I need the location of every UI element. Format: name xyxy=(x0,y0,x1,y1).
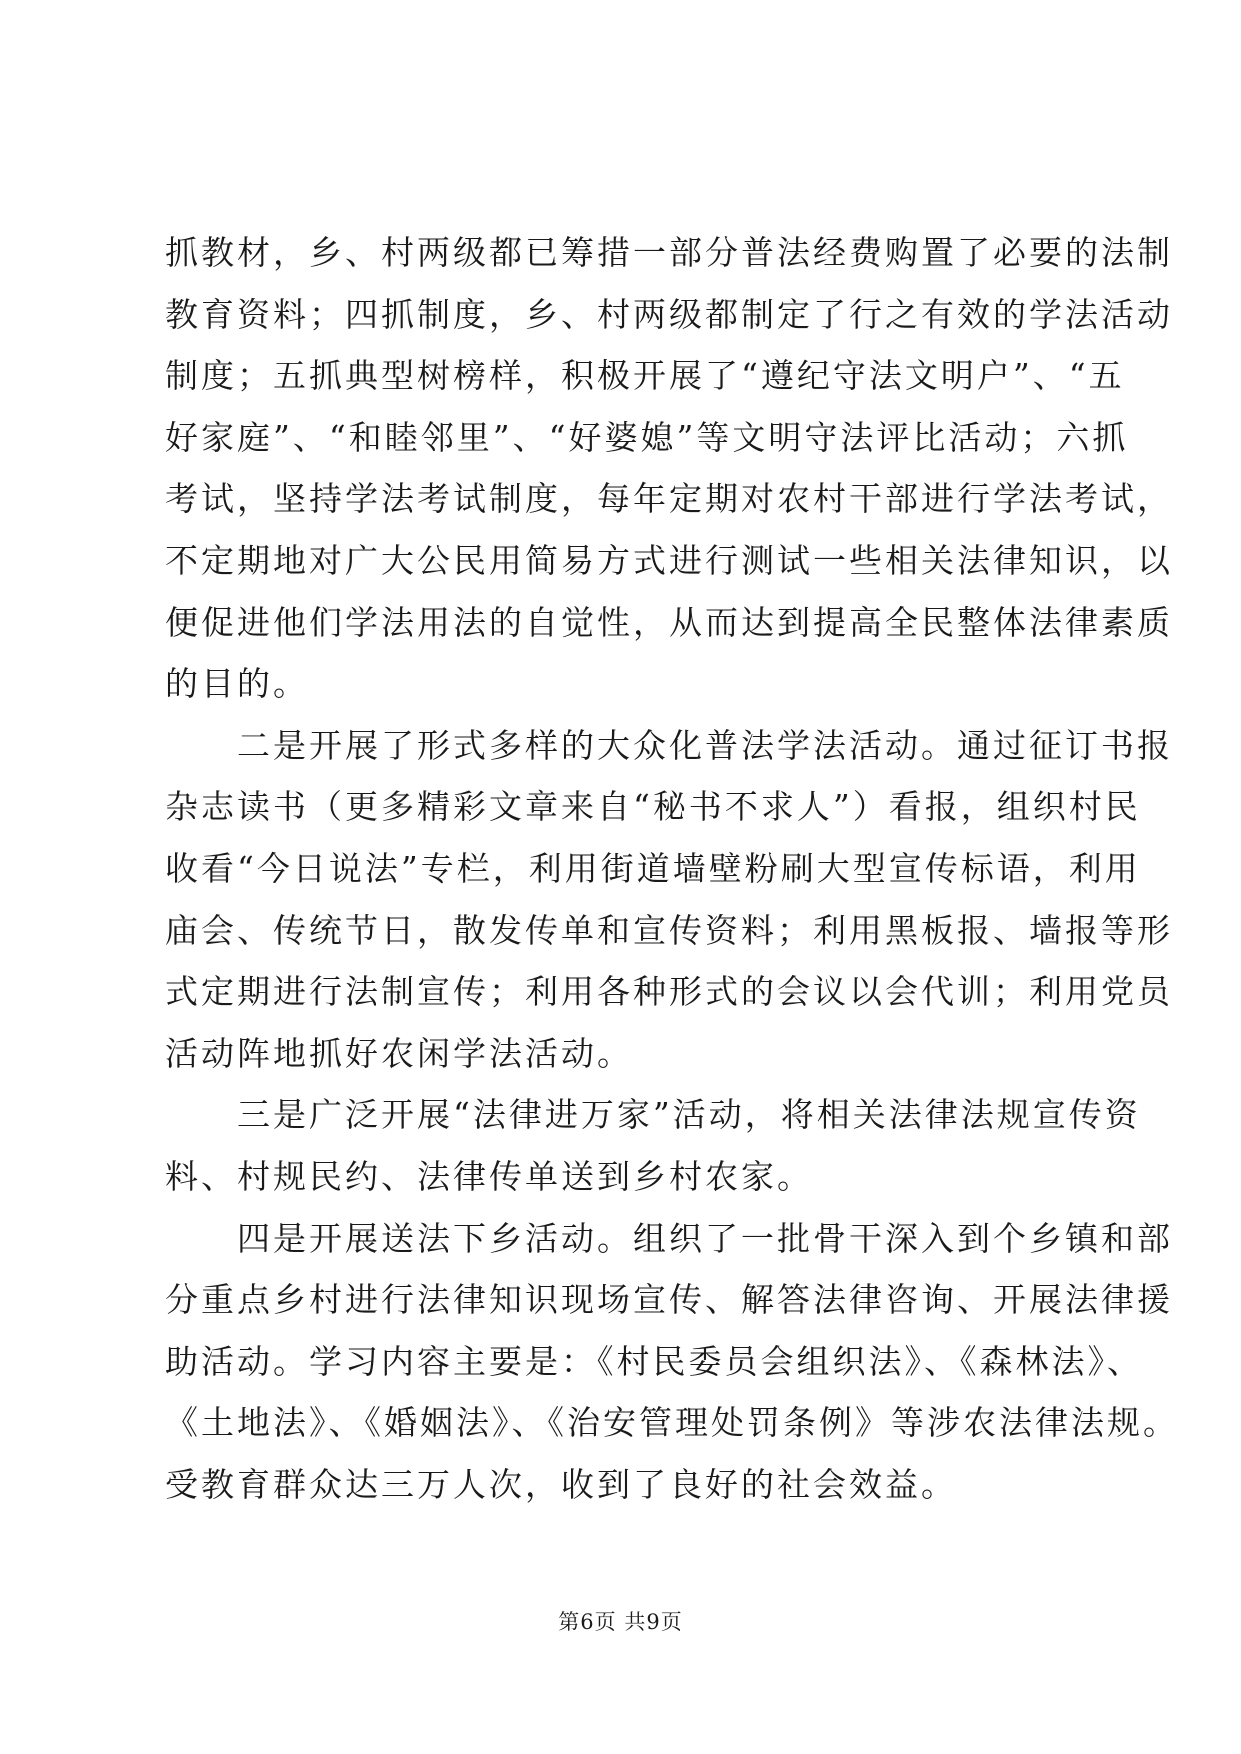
text-line: 庙会、传统节日，散发传单和宣传资料；利用黑板报、墙报等形 xyxy=(165,910,1173,950)
text-line: 制度；五抓典型树榜样，积极开展了“遵纪守法文明户”、“五 xyxy=(165,356,1125,396)
text-line: 活动阵地抓好农闲学法活动。 xyxy=(165,1033,633,1073)
text-line: 式定期进行法制宣传；利用各种形式的会议以会代训；利用党员 xyxy=(165,972,1173,1012)
body-text xyxy=(165,222,1179,1515)
text-line: 抓教材，乡、村两级都已筹措一部分普法经费购置了必要的法制 xyxy=(165,233,1173,272)
text-line: 受教育群众达三万人次，收到了良好的社会效益。 xyxy=(165,1464,957,1504)
text-line: 收看“今日说法”专栏，利用街道墙壁粉刷大型宣传标语，利用 xyxy=(165,848,1141,888)
text-line: 教育资料；四抓制度，乡、村两级都制定了行之有效的学法活动 xyxy=(165,294,1173,334)
text-line: 杂志读书（更多精彩文章来自“秘书不求人”）看报，组织村民 xyxy=(165,787,1141,827)
text-line: 好家庭”、“和睦邻里”、“好婆媳”等文明守法评比活动；六抓 xyxy=(165,417,1129,457)
paragraph-3 xyxy=(165,1084,1141,1207)
text-line: 四是开展送法下乡活动。组织了一批骨干深入到个乡镇和部 xyxy=(237,1218,1173,1258)
text-line: 《土地法》、《婚姻法》、《治安管理处罚条例》等涉农法律法规。 xyxy=(165,1403,1179,1443)
paragraph-2 xyxy=(165,715,1173,1085)
paragraph-1 xyxy=(165,222,1173,715)
text-line: 不定期地对广大公民用简易方式进行测试一些相关法律知识，以 xyxy=(165,540,1173,580)
text-line: 的目的。 xyxy=(165,664,309,704)
text-line: 分重点乡村进行法律知识现场宣传、解答法律咨询、开展法律援 xyxy=(165,1280,1173,1320)
text-line: 三是广泛开展“法律进万家”活动，将相关法律法规宣传资 xyxy=(237,1095,1141,1135)
paragraph-4 xyxy=(165,1208,1179,1516)
text-line: 二是开展了形式多样的大众化普法学法活动。通过征订书报 xyxy=(237,725,1173,765)
text-line: 助活动。学习内容主要是：《村民委员会组织法》、《森林法》、 xyxy=(165,1341,1143,1381)
text-line: 便促进他们学法用法的自觉性，从而达到提高全民整体法律素质 xyxy=(165,602,1173,642)
text-line: 考试，坚持学法考试制度，每年定期对农村干部进行学法考试， xyxy=(165,479,1173,519)
text-line: 料、村规民约、法律传单送到乡村农家。 xyxy=(165,1156,813,1196)
page-number-footer: 第6页 共9页 xyxy=(558,1610,683,1634)
